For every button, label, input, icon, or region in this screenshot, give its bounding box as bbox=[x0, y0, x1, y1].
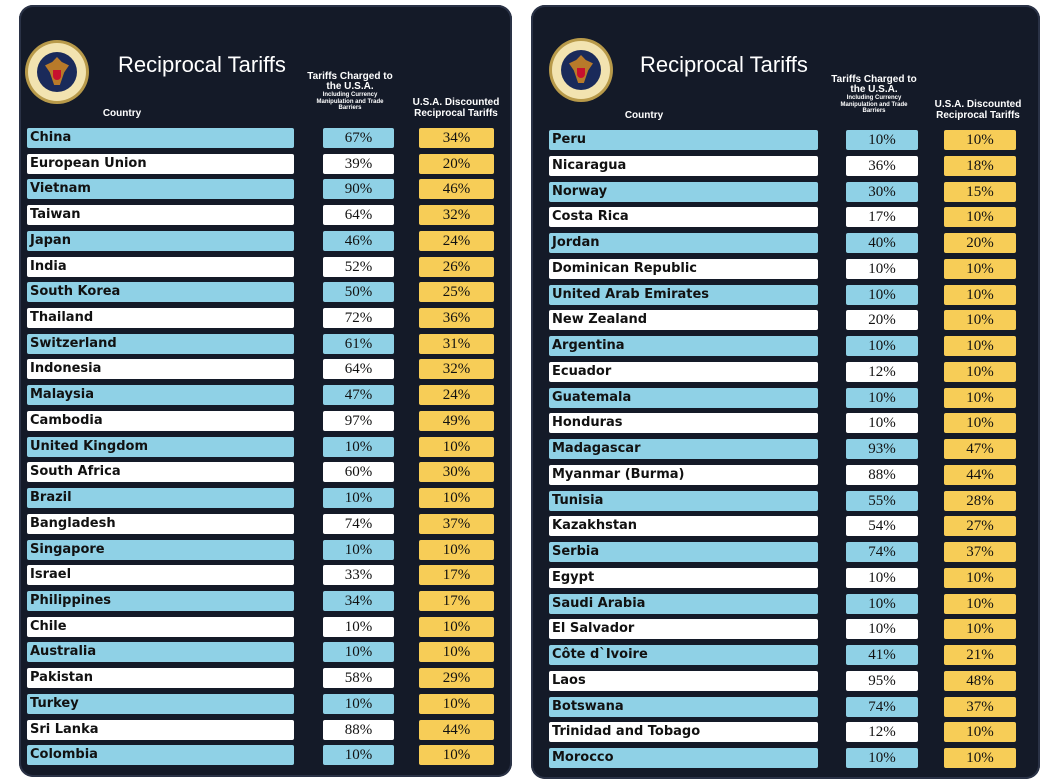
tariff-charged-value: 10% bbox=[846, 130, 918, 150]
table-row bbox=[531, 259, 1040, 279]
tariffs-charged-header-text: Tariffs Charged to the U.S.A. bbox=[831, 74, 917, 95]
tariff-charged-value: 10% bbox=[323, 642, 394, 662]
country-name: Turkey bbox=[27, 694, 294, 714]
country-name: Trinidad and Tobago bbox=[549, 722, 818, 742]
tariff-charged-value: 10% bbox=[846, 336, 918, 356]
table-row bbox=[531, 594, 1040, 614]
discounted-tariffs-column-header: U.S.A. Discounted Reciprocal Tariffs bbox=[412, 97, 500, 119]
tariff-charged-value: 41% bbox=[846, 645, 918, 665]
table-row bbox=[531, 285, 1040, 305]
reciprocal-tariff-value: 37% bbox=[944, 542, 1016, 562]
reciprocal-tariff-value: 28% bbox=[944, 491, 1016, 511]
table-row bbox=[531, 722, 1040, 742]
table-row bbox=[531, 310, 1040, 330]
tariff-charged-value: 10% bbox=[323, 488, 394, 508]
reciprocal-tariff-value: 10% bbox=[419, 437, 494, 457]
reciprocal-tariff-value: 10% bbox=[944, 310, 1016, 330]
presidential-seal-icon bbox=[552, 41, 610, 99]
tariff-charged-value: 97% bbox=[323, 411, 394, 431]
reciprocal-tariff-value: 10% bbox=[419, 694, 494, 714]
table-row bbox=[19, 128, 512, 148]
reciprocal-tariff-value: 10% bbox=[944, 362, 1016, 382]
table-row bbox=[531, 388, 1040, 408]
tariff-charged-value: 10% bbox=[323, 694, 394, 714]
reciprocal-tariff-value: 49% bbox=[419, 411, 494, 431]
country-name: Bangladesh bbox=[27, 514, 294, 534]
reciprocal-tariff-value: 15% bbox=[944, 182, 1016, 202]
tariff-charged-value: 40% bbox=[846, 233, 918, 253]
table-row bbox=[531, 748, 1040, 768]
reciprocal-tariff-value: 10% bbox=[944, 748, 1016, 768]
country-name: Cambodia bbox=[27, 411, 294, 431]
table-row bbox=[531, 645, 1040, 665]
tariff-charged-value: 93% bbox=[846, 439, 918, 459]
table-row bbox=[19, 745, 512, 765]
country-name: Botswana bbox=[549, 697, 818, 717]
table-row bbox=[19, 668, 512, 688]
country-column-header: Country bbox=[102, 108, 142, 119]
table-row bbox=[19, 488, 512, 508]
country-name: Honduras bbox=[549, 413, 818, 433]
tariff-charged-value: 52% bbox=[323, 257, 394, 277]
reciprocal-tariff-value: 29% bbox=[419, 668, 494, 688]
country-name: South Africa bbox=[27, 462, 294, 482]
tariff-charged-value: 10% bbox=[846, 388, 918, 408]
country-name: China bbox=[27, 128, 294, 148]
reciprocal-tariff-value: 26% bbox=[419, 257, 494, 277]
table-row bbox=[19, 308, 512, 328]
left-tariff-panel bbox=[19, 5, 512, 777]
country-name: Singapore bbox=[27, 540, 294, 560]
tariff-charged-value: 10% bbox=[846, 568, 918, 588]
reciprocal-tariff-value: 34% bbox=[419, 128, 494, 148]
country-name: Madagascar bbox=[549, 439, 818, 459]
tariff-charged-value: 12% bbox=[846, 722, 918, 742]
country-name: Argentina bbox=[549, 336, 818, 356]
table-row bbox=[19, 231, 512, 251]
tariff-charged-value: 12% bbox=[846, 362, 918, 382]
country-column-header: Country bbox=[624, 110, 664, 121]
reciprocal-tariff-value: 10% bbox=[944, 259, 1016, 279]
reciprocal-tariff-value: 24% bbox=[419, 231, 494, 251]
country-name: El Salvador bbox=[549, 619, 818, 639]
country-name: Tunisia bbox=[549, 491, 818, 511]
presidential-seal-icon bbox=[28, 43, 86, 101]
table-row bbox=[19, 437, 512, 457]
table-row bbox=[531, 130, 1040, 150]
tariff-charged-value: 88% bbox=[846, 465, 918, 485]
table-row bbox=[531, 233, 1040, 253]
tariff-charged-value: 74% bbox=[323, 514, 394, 534]
table-row bbox=[19, 694, 512, 714]
table-row bbox=[19, 642, 512, 662]
table-row bbox=[531, 156, 1040, 176]
tariffs-charged-header-subtext: Including Currency Manipulation and Trade Barriers bbox=[316, 92, 384, 111]
tariff-charged-value: 30% bbox=[846, 182, 918, 202]
table-row bbox=[531, 182, 1040, 202]
table-row bbox=[531, 362, 1040, 382]
country-name: Colombia bbox=[27, 745, 294, 765]
table-row bbox=[19, 154, 512, 174]
country-name: Australia bbox=[27, 642, 294, 662]
country-name: Costa Rica bbox=[549, 207, 818, 227]
tariff-charged-value: 10% bbox=[323, 540, 394, 560]
table-row bbox=[531, 439, 1040, 459]
country-name: Serbia bbox=[549, 542, 818, 562]
table-row bbox=[531, 516, 1040, 536]
country-name: Guatemala bbox=[549, 388, 818, 408]
country-name: European Union bbox=[27, 154, 294, 174]
tariff-charged-value: 55% bbox=[846, 491, 918, 511]
country-name: Kazakhstan bbox=[549, 516, 818, 536]
reciprocal-tariff-value: 36% bbox=[419, 308, 494, 328]
tariff-charged-value: 95% bbox=[846, 671, 918, 691]
reciprocal-tariff-value: 30% bbox=[419, 462, 494, 482]
reciprocal-tariff-value: 32% bbox=[419, 359, 494, 379]
country-name: Taiwan bbox=[27, 205, 294, 225]
country-name: South Korea bbox=[27, 282, 294, 302]
tariff-charged-value: 50% bbox=[323, 282, 394, 302]
country-name: Saudi Arabia bbox=[549, 594, 818, 614]
country-name: Japan bbox=[27, 231, 294, 251]
table-row bbox=[531, 542, 1040, 562]
reciprocal-tariff-value: 10% bbox=[944, 568, 1016, 588]
table-row bbox=[531, 697, 1040, 717]
country-name: United Kingdom bbox=[27, 437, 294, 457]
tariff-charged-value: 36% bbox=[846, 156, 918, 176]
tariff-charged-value: 10% bbox=[846, 594, 918, 614]
tariff-charged-value: 67% bbox=[323, 128, 394, 148]
tariff-charged-value: 17% bbox=[846, 207, 918, 227]
table-row bbox=[531, 207, 1040, 227]
reciprocal-tariff-value: 20% bbox=[944, 233, 1016, 253]
table-row bbox=[19, 617, 512, 637]
country-name: Sri Lanka bbox=[27, 720, 294, 740]
reciprocal-tariff-value: 32% bbox=[419, 205, 494, 225]
tariff-charged-value: 10% bbox=[846, 619, 918, 639]
country-name: Laos bbox=[549, 671, 818, 691]
country-name: Malaysia bbox=[27, 385, 294, 405]
tariff-charged-value: 10% bbox=[323, 745, 394, 765]
tariff-charged-value: 54% bbox=[846, 516, 918, 536]
reciprocal-tariff-value: 10% bbox=[419, 488, 494, 508]
tariff-charged-value: 33% bbox=[323, 565, 394, 585]
reciprocal-tariff-value: 37% bbox=[419, 514, 494, 534]
table-row bbox=[19, 514, 512, 534]
reciprocal-tariff-value: 44% bbox=[944, 465, 1016, 485]
country-name: Thailand bbox=[27, 308, 294, 328]
tariff-charged-value: 58% bbox=[323, 668, 394, 688]
reciprocal-tariff-value: 47% bbox=[944, 439, 1016, 459]
tariff-charged-value: 10% bbox=[846, 748, 918, 768]
tariff-charged-value: 10% bbox=[323, 437, 394, 457]
table-row bbox=[19, 540, 512, 560]
tariff-charged-value: 47% bbox=[323, 385, 394, 405]
reciprocal-tariff-value: 37% bbox=[944, 697, 1016, 717]
country-name: Dominican Republic bbox=[549, 259, 818, 279]
country-name: Chile bbox=[27, 617, 294, 637]
tariff-charged-value: 10% bbox=[846, 259, 918, 279]
reciprocal-tariff-value: 27% bbox=[944, 516, 1016, 536]
tariff-charged-value: 64% bbox=[323, 359, 394, 379]
table-row bbox=[19, 462, 512, 482]
table-row bbox=[531, 619, 1040, 639]
tariff-charged-value: 88% bbox=[323, 720, 394, 740]
reciprocal-tariff-value: 10% bbox=[944, 388, 1016, 408]
table-row bbox=[19, 257, 512, 277]
discounted-tariffs-column-header: U.S.A. Discounted Reciprocal Tariffs bbox=[934, 99, 1022, 121]
table-row bbox=[19, 179, 512, 199]
country-name: New Zealand bbox=[549, 310, 818, 330]
table-row bbox=[19, 565, 512, 585]
country-name: Indonesia bbox=[27, 359, 294, 379]
reciprocal-tariff-value: 17% bbox=[419, 565, 494, 585]
table-row bbox=[19, 282, 512, 302]
country-name: Norway bbox=[549, 182, 818, 202]
tariff-charged-value: 90% bbox=[323, 179, 394, 199]
reciprocal-tariff-value: 10% bbox=[419, 642, 494, 662]
country-name: Pakistan bbox=[27, 668, 294, 688]
country-name: Egypt bbox=[549, 568, 818, 588]
reciprocal-tariff-value: 10% bbox=[419, 540, 494, 560]
tariff-charged-value: 60% bbox=[323, 462, 394, 482]
table-row bbox=[531, 413, 1040, 433]
reciprocal-tariff-value: 25% bbox=[419, 282, 494, 302]
reciprocal-tariff-value: 21% bbox=[944, 645, 1016, 665]
tariff-charged-value: 74% bbox=[846, 542, 918, 562]
reciprocal-tariff-value: 10% bbox=[944, 207, 1016, 227]
country-name: United Arab Emirates bbox=[549, 285, 818, 305]
reciprocal-tariff-value: 17% bbox=[419, 591, 494, 611]
page-title: Reciprocal Tariffs bbox=[118, 52, 286, 77]
country-name: Philippines bbox=[27, 591, 294, 611]
reciprocal-tariff-value: 24% bbox=[419, 385, 494, 405]
reciprocal-tariff-value: 10% bbox=[944, 413, 1016, 433]
tariff-charged-value: 10% bbox=[846, 413, 918, 433]
page-title: Reciprocal Tariffs bbox=[640, 52, 808, 77]
reciprocal-tariff-value: 31% bbox=[419, 334, 494, 354]
tariffs-charged-column-header bbox=[831, 75, 917, 115]
tariff-charged-value: 39% bbox=[323, 154, 394, 174]
tariffs-charged-header-text: Tariffs Charged to the U.S.A. bbox=[307, 71, 393, 92]
reciprocal-tariff-value: 10% bbox=[944, 285, 1016, 305]
tariffs-charged-header-subtext: Including Currency Manipulation and Trade Barriers bbox=[840, 95, 908, 114]
reciprocal-tariff-value: 10% bbox=[419, 745, 494, 765]
tariff-charged-value: 46% bbox=[323, 231, 394, 251]
tariff-charged-value: 74% bbox=[846, 697, 918, 717]
country-name: Ecuador bbox=[549, 362, 818, 382]
table-row bbox=[19, 359, 512, 379]
table-row bbox=[531, 336, 1040, 356]
table-row bbox=[19, 720, 512, 740]
country-name: Brazil bbox=[27, 488, 294, 508]
tariff-charged-value: 20% bbox=[846, 310, 918, 330]
country-name: Morocco bbox=[549, 748, 818, 768]
country-name: Israel bbox=[27, 565, 294, 585]
tariff-charged-value: 10% bbox=[323, 617, 394, 637]
country-name: Vietnam bbox=[27, 179, 294, 199]
tariff-charged-value: 34% bbox=[323, 591, 394, 611]
table-row bbox=[19, 334, 512, 354]
table-row bbox=[19, 411, 512, 431]
table-row bbox=[19, 385, 512, 405]
table-row bbox=[531, 568, 1040, 588]
table-row bbox=[19, 205, 512, 225]
tariffs-charged-column-header bbox=[307, 72, 393, 112]
reciprocal-tariff-value: 48% bbox=[944, 671, 1016, 691]
reciprocal-tariff-value: 20% bbox=[419, 154, 494, 174]
country-name: Nicaragua bbox=[549, 156, 818, 176]
reciprocal-tariff-value: 10% bbox=[944, 722, 1016, 742]
country-name: Peru bbox=[549, 130, 818, 150]
table-row bbox=[531, 671, 1040, 691]
table-row bbox=[531, 465, 1040, 485]
country-name: Switzerland bbox=[27, 334, 294, 354]
table-row bbox=[19, 591, 512, 611]
reciprocal-tariff-value: 18% bbox=[944, 156, 1016, 176]
reciprocal-tariff-value: 10% bbox=[944, 336, 1016, 356]
reciprocal-tariff-value: 46% bbox=[419, 179, 494, 199]
tariff-charged-value: 64% bbox=[323, 205, 394, 225]
right-tariff-panel bbox=[531, 5, 1040, 779]
country-name: India bbox=[27, 257, 294, 277]
country-name: Côte d`Ivoire bbox=[549, 645, 818, 665]
tariff-charged-value: 61% bbox=[323, 334, 394, 354]
reciprocal-tariff-value: 10% bbox=[944, 619, 1016, 639]
table-row bbox=[531, 491, 1040, 511]
reciprocal-tariff-value: 44% bbox=[419, 720, 494, 740]
reciprocal-tariff-value: 10% bbox=[944, 130, 1016, 150]
country-name: Jordan bbox=[549, 233, 818, 253]
reciprocal-tariff-value: 10% bbox=[944, 594, 1016, 614]
tariff-charged-value: 72% bbox=[323, 308, 394, 328]
tariff-charged-value: 10% bbox=[846, 285, 918, 305]
reciprocal-tariff-value: 10% bbox=[419, 617, 494, 637]
country-name: Myanmar (Burma) bbox=[549, 465, 818, 485]
